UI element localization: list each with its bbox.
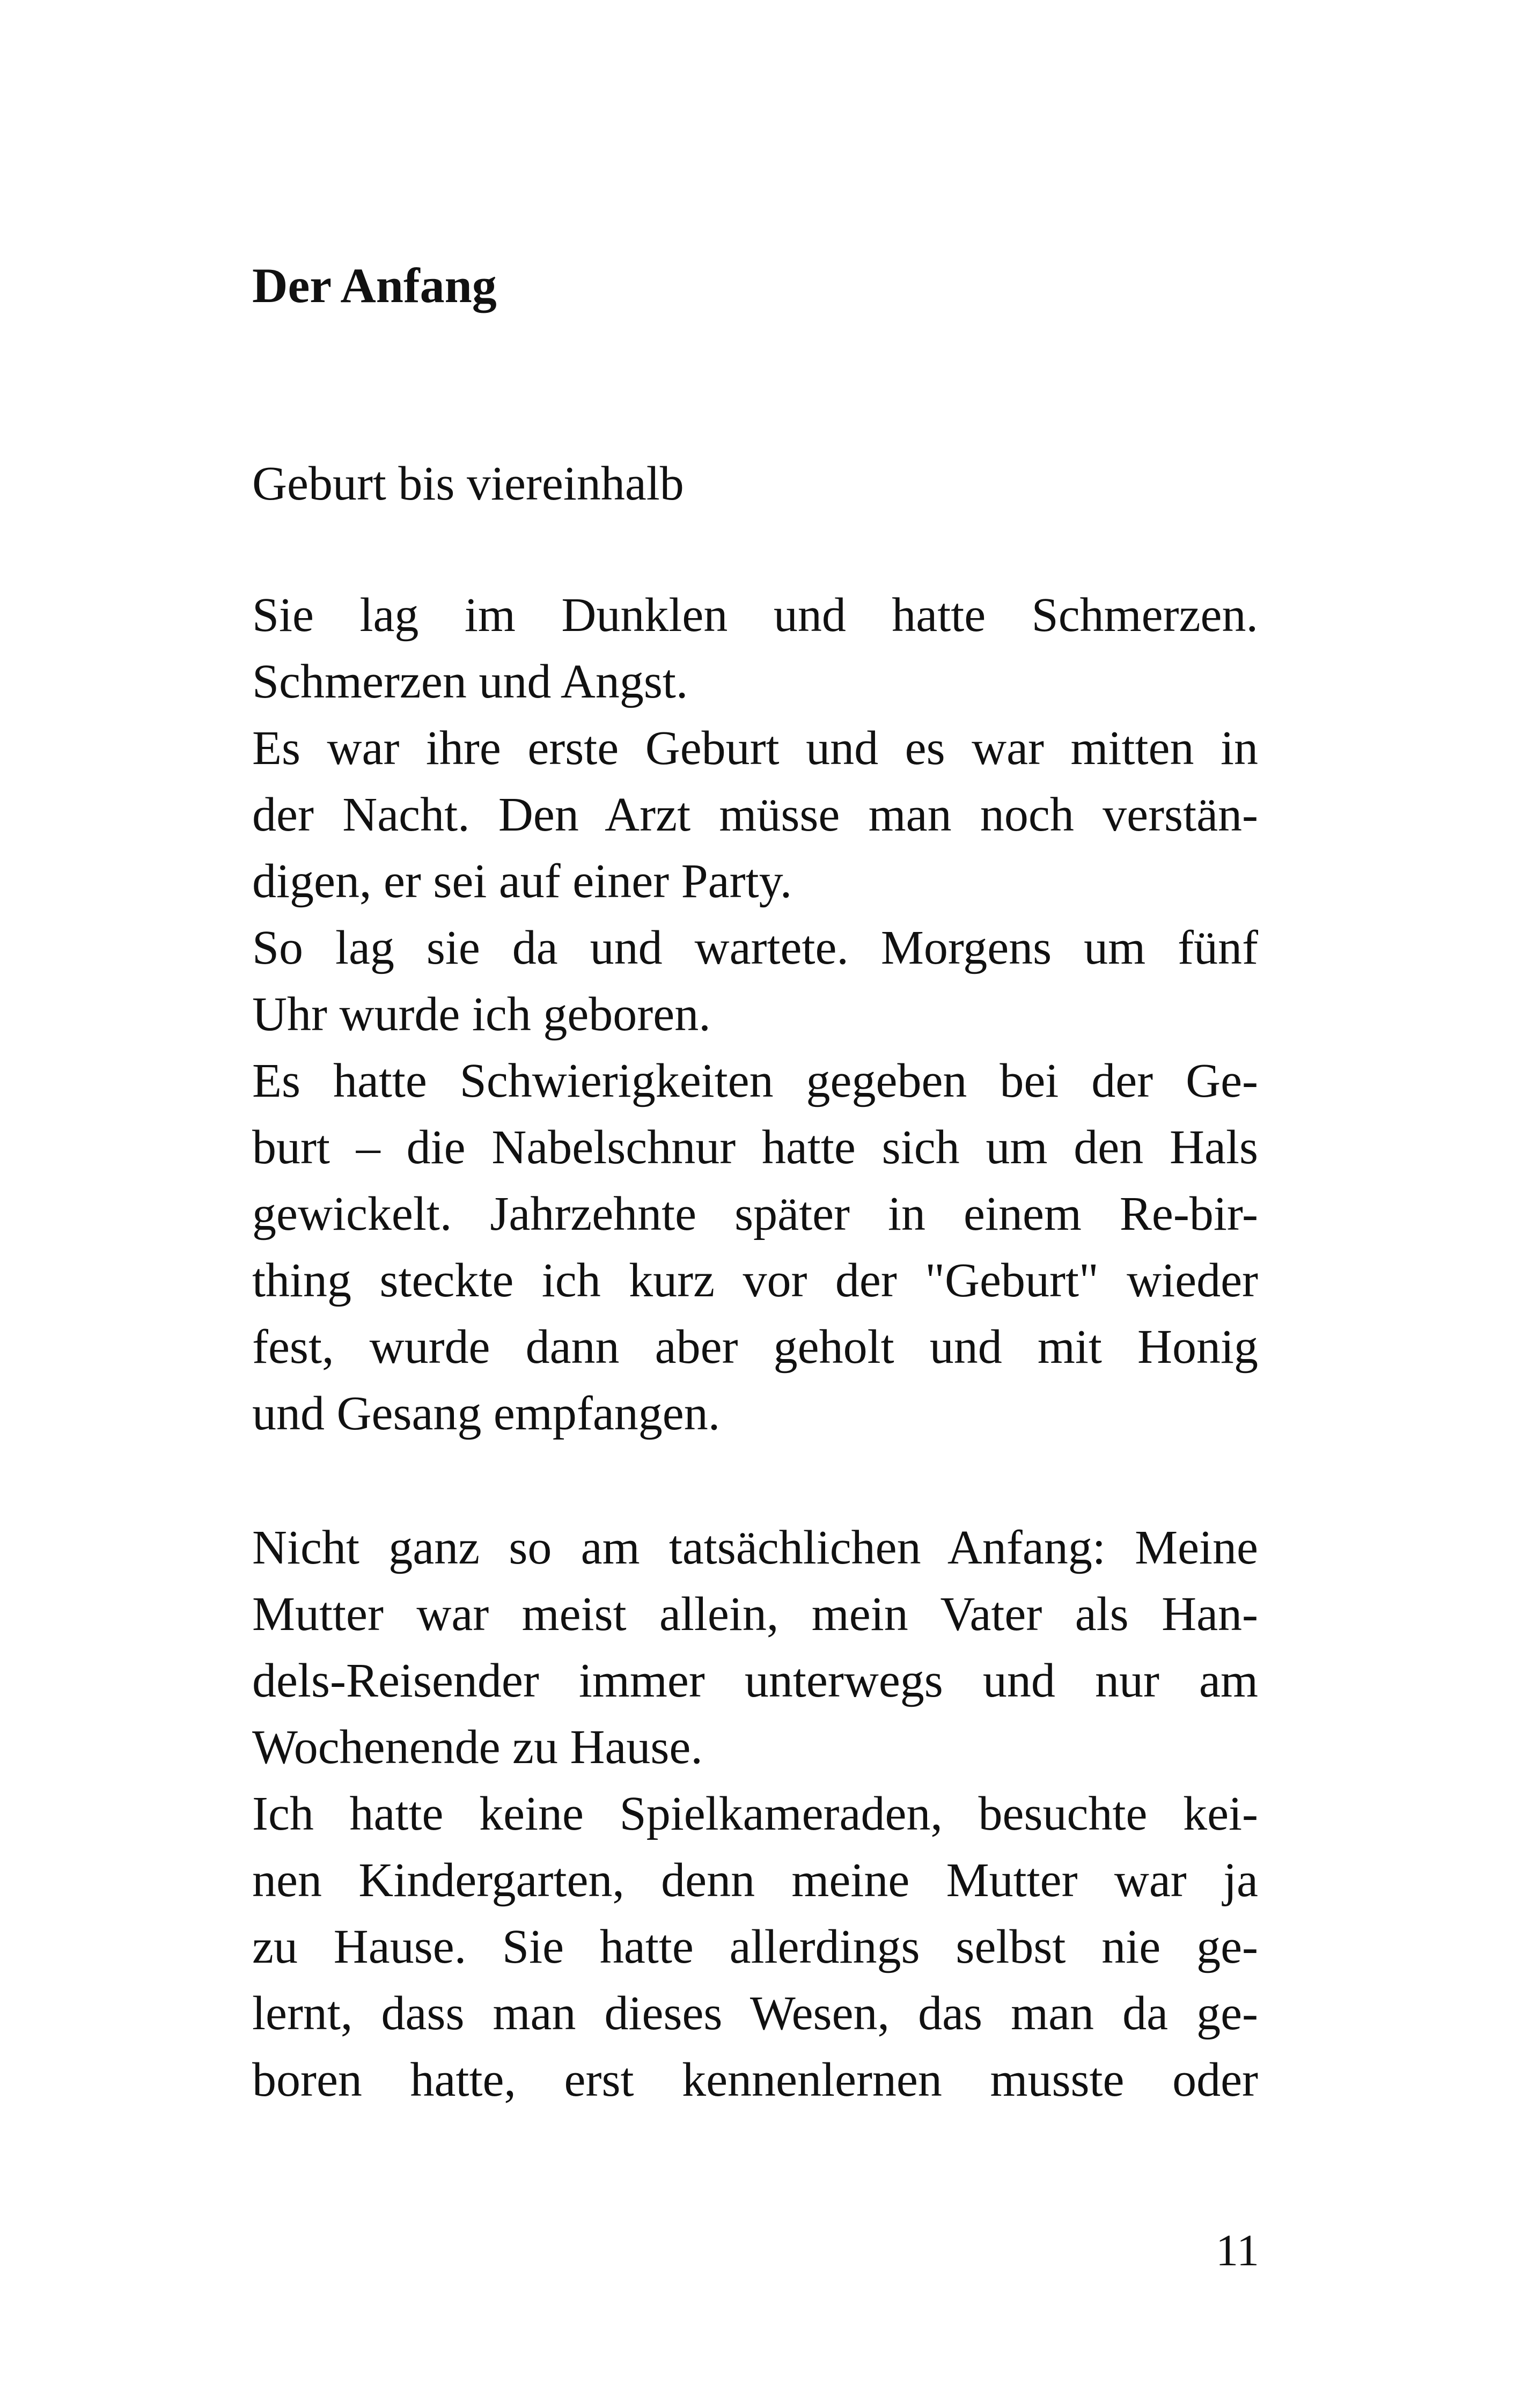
text-line: Uhr wurde ich geboren. [252,988,711,1041]
text-line: burt – die Nabelschnur hatte sich um den Hals [252,1121,1258,1174]
text-line: gewickelt. Jahrzehnte später in einem Re-bir- [252,1187,1258,1240]
text-line: zu Hause. Sie hatte allerdings selbst nie ge- [252,1920,1258,1973]
paragraph-birth [252,582,1258,1447]
chapter-title: Der Anfang [252,258,497,313]
text-line: und Gesang empfangen. [252,1387,721,1440]
text-line: Nicht ganz so am tatsächlichen Anfang: Meine [252,1521,1258,1574]
text-line: lernt, dass man dieses Wesen, das man da ge- [252,1987,1258,2040]
text-line: Mutter war meist allein, mein Vater als Han- [252,1588,1258,1641]
paragraph-childhood [252,1515,1258,2113]
text-line: der Nacht. Den Arzt müsse man noch verstän- [252,788,1258,841]
text-line: Schmerzen und Angst. [252,655,688,708]
text-line: Es hatte Schwierigkeiten gegeben bei der Ge- [252,1054,1258,1107]
text-line: fest, wurde dann aber geholt und mit Honig [252,1320,1258,1374]
text-line: nen Kindergarten, denn meine Mutter war ja [252,1854,1258,1907]
text-line: Ich hatte keine Spielkameraden, besuchte kei- [252,1787,1258,1840]
section-title: Geburt bis viereinhalb [252,457,684,510]
text-line: So lag sie da und wartete. Morgens um fünf [252,921,1258,974]
text-line: thing steckte ich kurz vor der "Geburt" wieder [252,1254,1258,1307]
text-line: dels-Reisender immer unterwegs und nur am [252,1654,1258,1707]
text-line: Wochenende zu Hause. [252,1721,703,1774]
page-number: 11 [1216,2226,1259,2275]
text-line: Es war ihre erste Geburt und es war mitten in [252,722,1258,775]
text-line: digen, er sei auf einer Party. [252,855,792,908]
text-line: Sie lag im Dunklen und hatte Schmerzen. [252,589,1258,642]
text-line: boren hatte, erst kennenlernen musste oder [252,2053,1258,2106]
